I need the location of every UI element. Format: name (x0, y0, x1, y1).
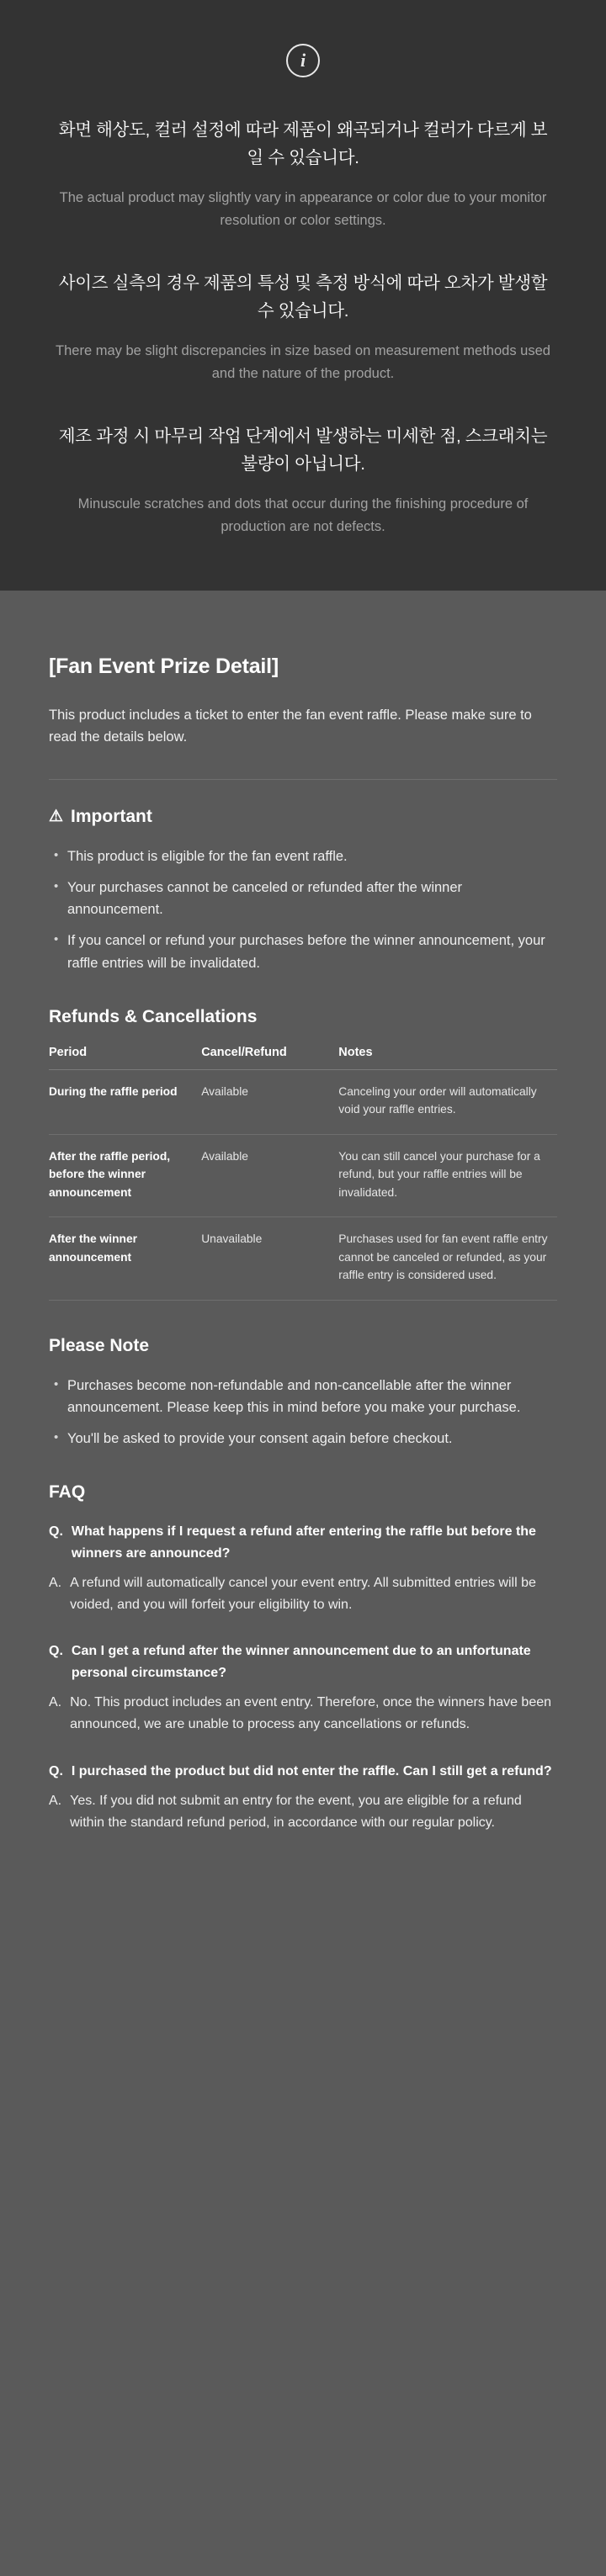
info-icon: i (286, 44, 320, 77)
important-heading (49, 807, 557, 827)
faq-item (49, 1521, 557, 1616)
refunds-heading: Refunds & Cancellations (49, 1006, 258, 1026)
cell-notes: Canceling your order will automatically void your raffle entries. (338, 1069, 557, 1134)
disclaimer-text-ko: 화면 해상도, 컬러 설정에 따라 제품이 왜곡되거나 컬러가 다르게 보일 수 있습니다. (58, 120, 548, 168)
disclaimer-text-en: The actual product may slightly vary in appearance or color due to your monitor resolution or color settings. (59, 190, 547, 229)
disclaimer-text-ko: 사이즈 실측의 경우 제품의 특성 및 측정 방식에 따라 오차가 발생할 수 있습니다. (58, 273, 548, 321)
disclaimer-block (50, 269, 556, 385)
divider (49, 779, 557, 780)
faq-answer: No. This product includes an event entry. Therefore, once the winners have been announced, we are unable to process any cancellations or refunds. (70, 1695, 552, 1732)
column-header-notes: Notes (338, 1046, 557, 1070)
disclaimer-block (50, 422, 556, 538)
faq-answer: A refund will automatically cancel your event entry. All submitted entries will be voided, and you will forfeit your eligibility to win. (70, 1575, 536, 1612)
table-row (49, 1217, 557, 1301)
cell-period: During the raffle period (49, 1069, 201, 1134)
faq-answer-marker: A. (49, 1695, 62, 1710)
please-note-heading: Please Note (49, 1335, 150, 1355)
faq-answer-row (49, 1572, 557, 1616)
cell-cancel-refund: Available (201, 1134, 338, 1217)
faq-question-marker: Q. (49, 1764, 63, 1779)
list-item: • If you cancel or refund your purchases before the winner announcement, your raffle entries will be invalidated. (49, 930, 557, 974)
refunds-table (49, 1046, 557, 1301)
disclaimer-text-en: Minuscule scratches and dots that occur during the finishing procedure of production are not defects. (77, 496, 529, 534)
important-heading-label: Important (71, 806, 152, 826)
faq-answer: Yes. If you did not submit an entry for the event, you are eligible for a refund within the standard refund period, in accordance with our regular policy. (70, 1794, 522, 1830)
faq-question: I purchased the product but did not enter the raffle. Can I still get a refund? (71, 1764, 552, 1779)
cell-period: After the raffle period, before the winner announcement (49, 1134, 201, 1217)
page-title: [Fan Event Prize Detail] (49, 654, 279, 678)
faq-answer-marker: A. (49, 1794, 62, 1808)
table-header-row (49, 1046, 557, 1070)
faq-item (49, 1640, 557, 1736)
cell-period: After the winner announcement (49, 1217, 201, 1301)
column-header-cancel-refund: Cancel/Refund (201, 1046, 338, 1070)
disclaimer-text-en: There may be slight discrepancies in size based on measurement methods used and the nature of the product. (56, 343, 550, 381)
table-row (49, 1134, 557, 1217)
cell-notes: You can still cancel your purchase for a refund, but your raffle entries will be invalidated. (338, 1134, 557, 1217)
faq-question-marker: Q. (49, 1524, 63, 1539)
faq-question: What happens if I request a refund after entering the raffle but before the winners are announced? (71, 1524, 536, 1561)
important-list (49, 845, 557, 975)
column-header-period: Period (49, 1046, 201, 1070)
faq-question-row (49, 1761, 557, 1783)
intro-text: This product includes a ticket to enter the fan event raffle. Please make sure to read the details below. (49, 707, 532, 745)
table-row (49, 1069, 557, 1134)
faq-answer-row (49, 1692, 557, 1736)
fan-event-prize-detail (0, 591, 606, 1884)
faq-question-row (49, 1640, 557, 1684)
faq-question: Can I get a refund after the winner announcement due to an unfortunate personal circumstance? (71, 1644, 531, 1681)
faq-item (49, 1761, 557, 1834)
cell-notes: Purchases used for fan event raffle entry cannot be canceled or refunded, as your raffle entry is considered used. (338, 1217, 557, 1301)
list-item: • Your purchases cannot be canceled or refunded after the winner announcement. (49, 877, 557, 921)
disclaimer-block (50, 116, 556, 232)
list-item: • You'll be asked to provide your consent again before checkout. (49, 1428, 557, 1450)
faq-heading: FAQ (49, 1481, 86, 1502)
warning-icon: ⚠ (49, 808, 64, 826)
cell-cancel-refund: Unavailable (201, 1217, 338, 1301)
list-item: • Purchases become non-refundable and non-cancellable after the winner announcement. Please keep this in mind before you make your purchase. (49, 1375, 557, 1419)
list-item: • This product is eligible for the fan event raffle. (49, 845, 557, 868)
disclaimer-text-ko: 제조 과정 시 마무리 작업 단계에서 발생하는 미세한 점, 스크래치는 불량이 아닙니다. (58, 426, 548, 474)
faq-question-marker: Q. (49, 1644, 63, 1659)
faq-answer-marker: A. (49, 1575, 62, 1590)
cell-cancel-refund: Available (201, 1069, 338, 1134)
faq-question-row (49, 1521, 557, 1565)
disclaimer-notice (0, 0, 606, 591)
faq-answer-row (49, 1790, 557, 1834)
please-note-list (49, 1375, 557, 1450)
